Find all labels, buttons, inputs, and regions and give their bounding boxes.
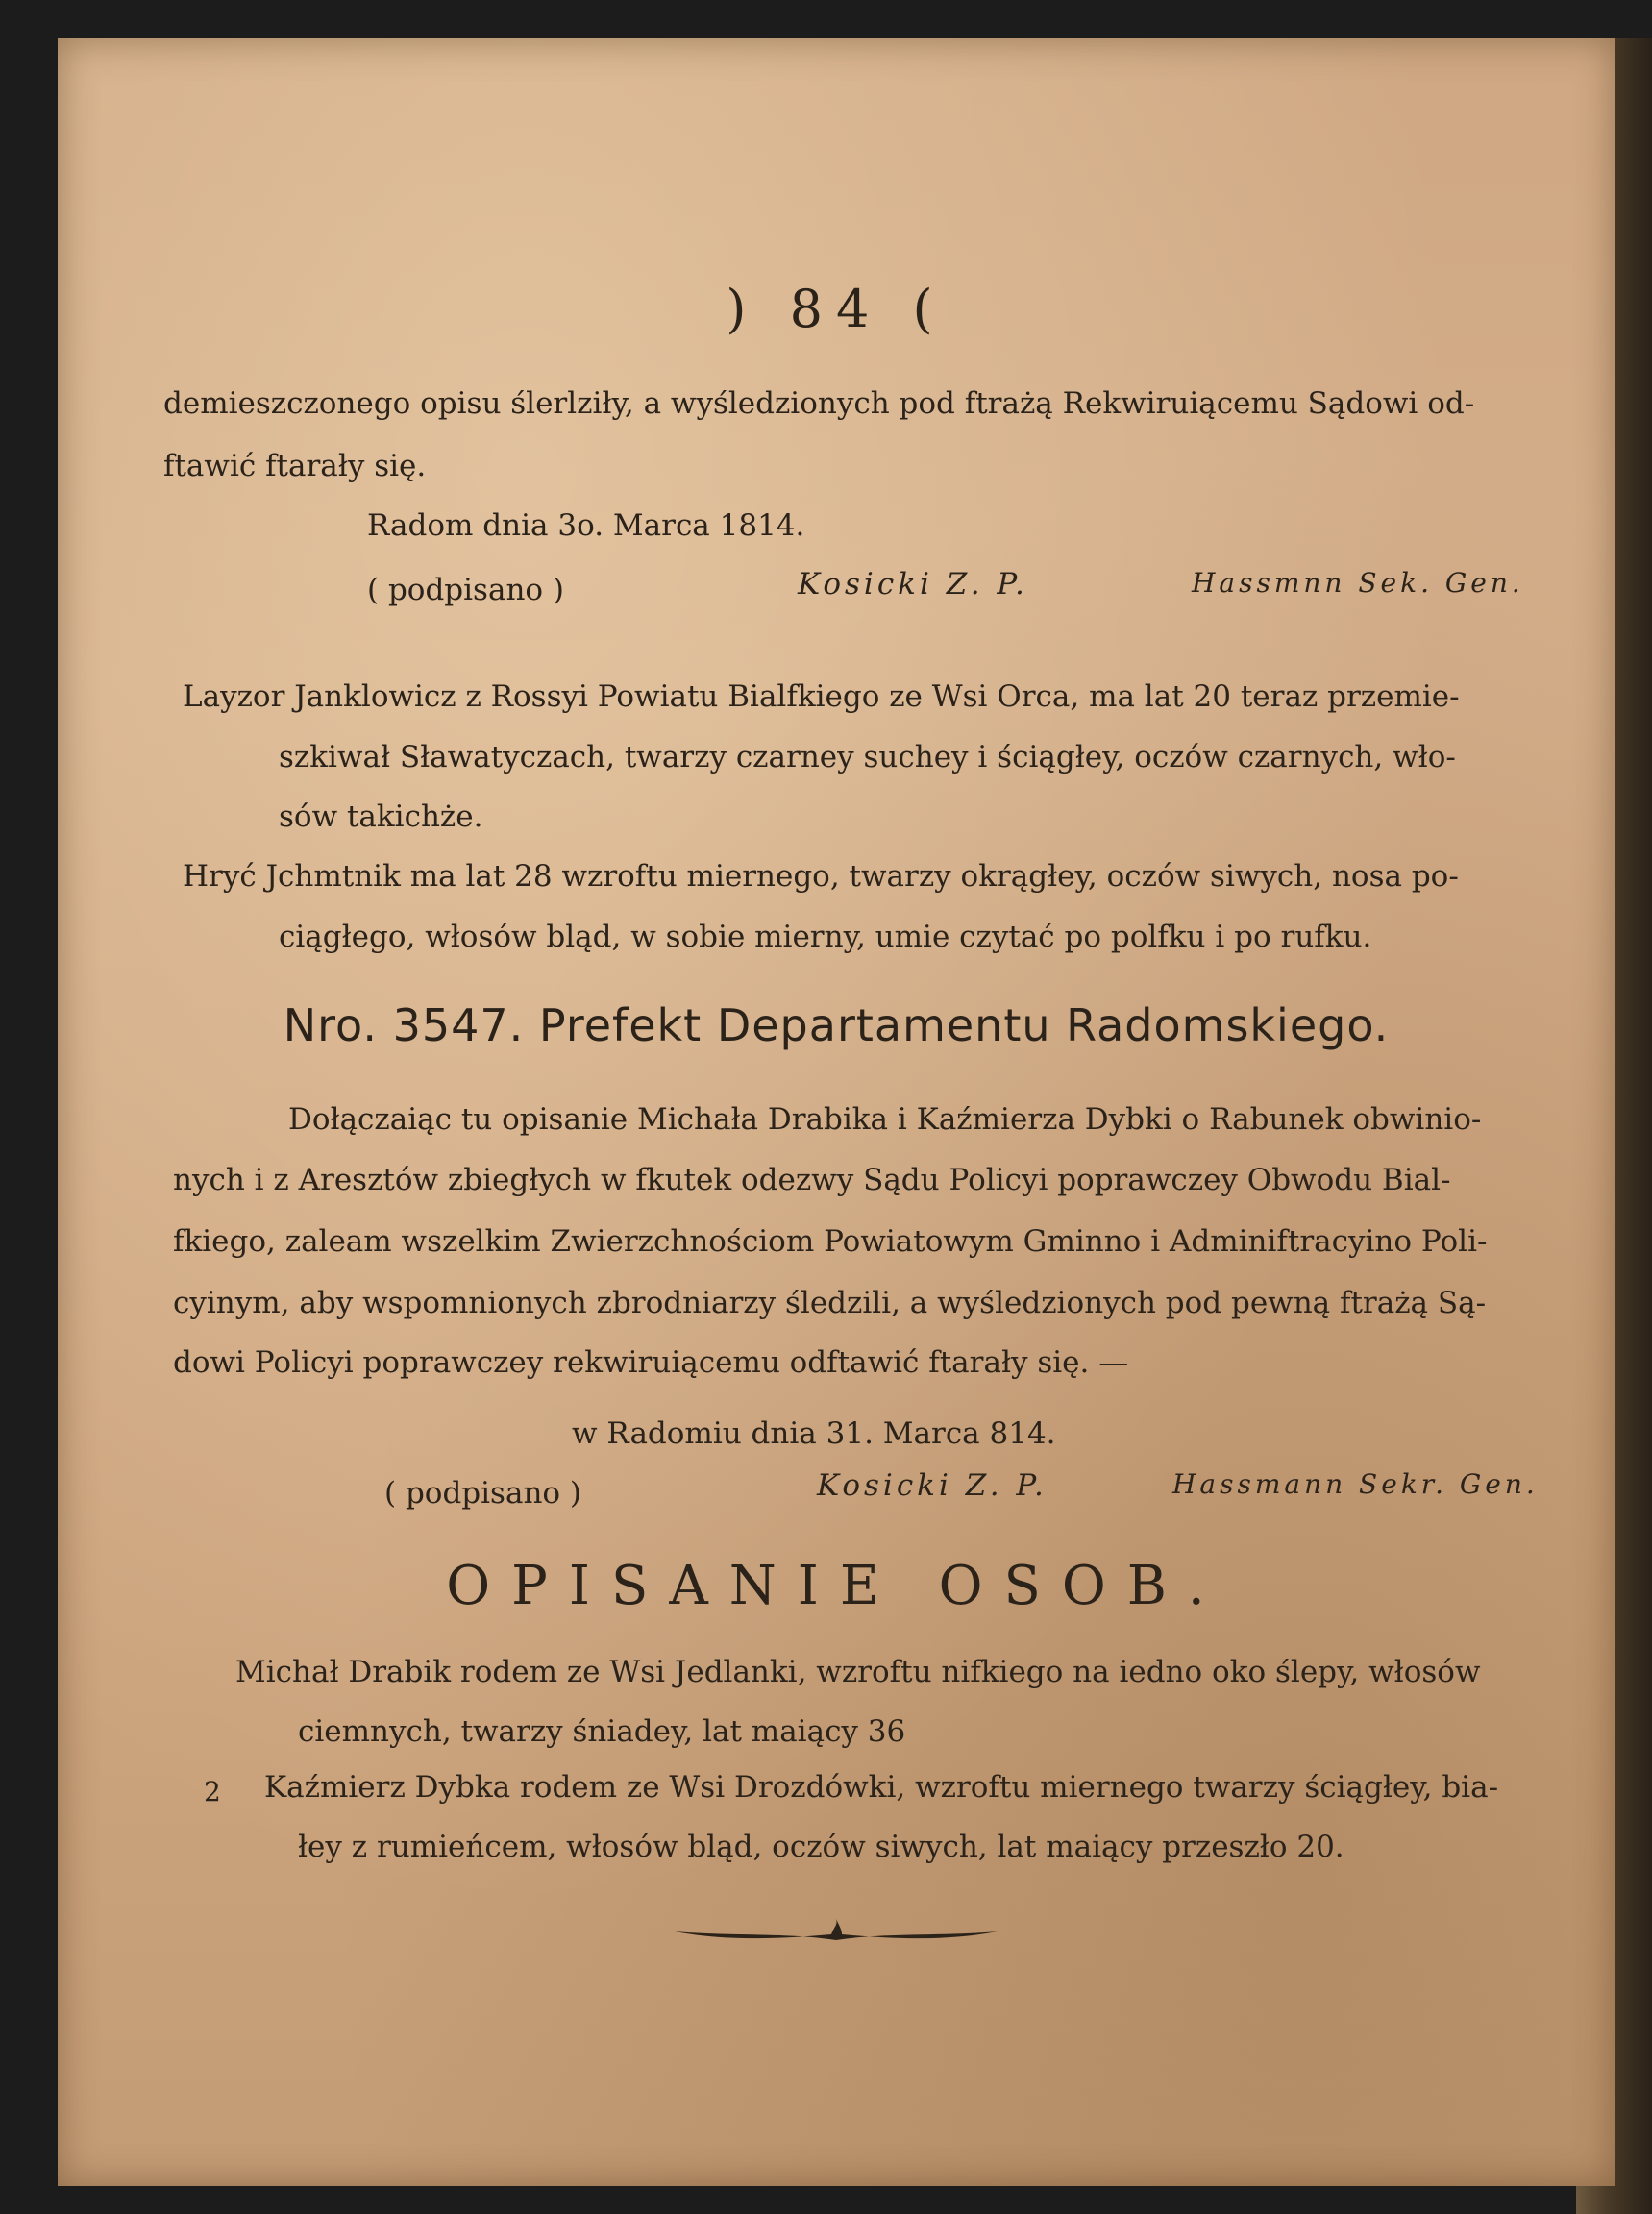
- date-line: w Radomiu dnia 31. Marca 814.: [572, 1416, 1056, 1451]
- text-line: Dołączaiąc tu opisanie Michała Drabika i Kaźmierza Dybki o Rabunek obwinio-: [288, 1102, 1482, 1137]
- person-entry-line: Hryć Jchmtnik ma lat 28 wzroftu miernego, twarzy okrągłey, oczów siwych, nosa po-: [183, 859, 1459, 894]
- section-heading: Nro. 3547. Prefekt Departamentu Radomskiego.: [283, 999, 1390, 1051]
- person-entry-line: Layzor Janklowicz z Rossyi Powiatu Bialfkiego ze Wsi Orca, ma lat 20 teraz przemie-: [183, 679, 1460, 714]
- text-line: dowi Policyi poprawczey rekwiruiącemu odftawić ftarały się. —: [173, 1345, 1129, 1380]
- signed-label: ( podpisano ): [384, 1476, 582, 1511]
- signer-name: Hassmnn Sek. Gen.: [1192, 567, 1524, 599]
- description-heading: OPISANIE OSOB.: [446, 1555, 1226, 1617]
- entry-number: 2: [204, 1776, 221, 1808]
- person-entry-line: szkiwał Sławatyczach, twarzy czarney suchey i ściągłey, oczów czarnych, wło-: [279, 740, 1456, 775]
- date-line: Radom dnia 3o. Marca 1814.: [367, 508, 805, 543]
- signed-label: ( podpisano ): [367, 573, 565, 607]
- person-entry-line: łey z rumieńcem, włosów bląd, oczów siwych, lat maiący przeszło 20.: [298, 1830, 1344, 1864]
- text-line: cyinym, aby wspomnionych zbrodniarzy śledzili, a wyśledzionych pod pewną ftrażą Są-: [173, 1286, 1487, 1320]
- person-entry-line: ciemnych, twarzy śniadey, lat maiący 36: [298, 1714, 906, 1749]
- text-line: demieszczonego opisu ślerlziły, a wyśledzionych pod ftrażą Rekwiruiącemu Sądowi od-: [163, 386, 1475, 421]
- text-line: ftawić ftarały się.: [163, 449, 427, 483]
- signer-name: Hassmann Sekr. Gen.: [1172, 1468, 1539, 1500]
- document-page: [58, 38, 1615, 2186]
- person-entry-line: Kaźmierz Dybka rodem ze Wsi Drozdówki, wzroftu miernego twarzy ściągłey, bia-: [264, 1770, 1499, 1805]
- ornamental-divider: [673, 1917, 999, 1946]
- text-line: nych i z Aresztów zbiegłych w fkutek odezwy Sądu Policyi poprawczey Obwodu Bial-: [173, 1163, 1451, 1197]
- signer-name: Kosicki Z. P.: [798, 567, 1028, 602]
- page-number: ) 84 (: [726, 279, 947, 339]
- text-line: fkiego, zaleam wszelkim Zwierzchnościom Powiatowym Gminno i Adminiftracyino Poli-: [173, 1224, 1488, 1259]
- person-entry-line: ciągłego, włosów bląd, w sobie mierny, umie czytać po polfku i po rufku.: [279, 920, 1372, 954]
- signer-name: Kosicki Z. P.: [817, 1468, 1048, 1503]
- person-entry-line: Michał Drabik rodem ze Wsi Jedlanki, wzroftu nifkiego na iedno oko ślepy, włosów: [235, 1655, 1481, 1689]
- person-entry-line: sów takichże.: [279, 800, 483, 834]
